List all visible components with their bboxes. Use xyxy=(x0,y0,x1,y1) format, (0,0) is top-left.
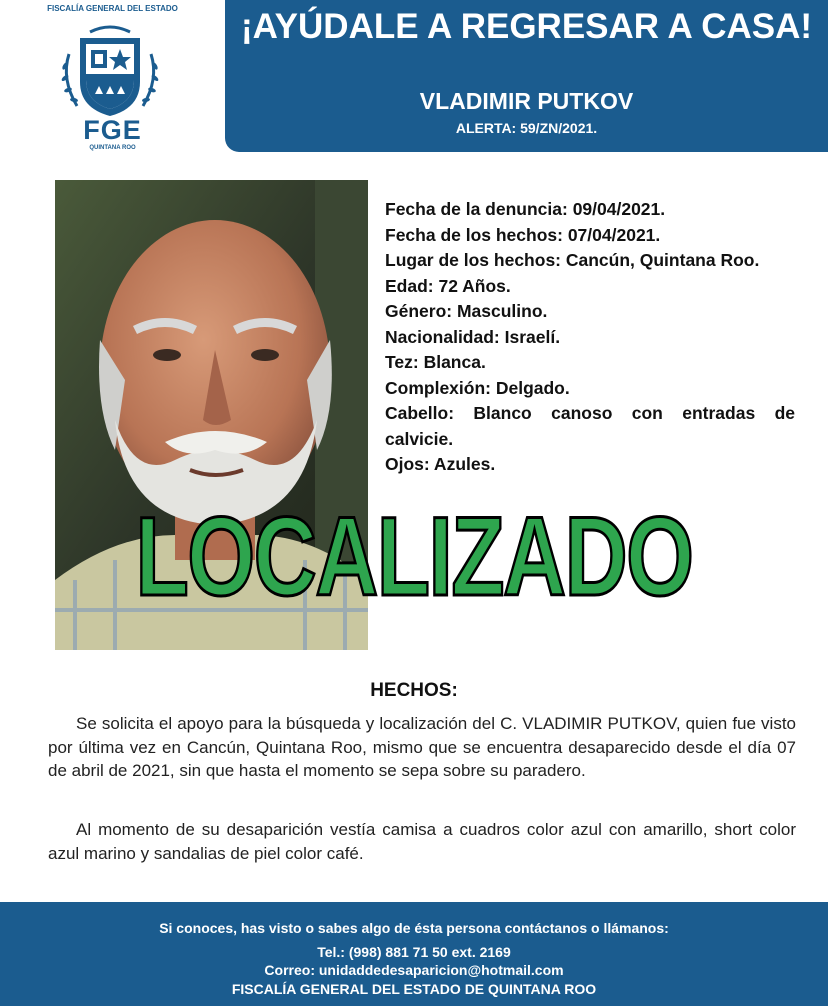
state-shield-icon xyxy=(55,24,165,124)
hechos-paragraph-2: Al momento de su desaparición vestía camisa a cuadros color azul con amarillo, short color azul marino y sandalias de piel color café. xyxy=(48,820,796,863)
fge-logo xyxy=(0,0,225,155)
detail-gender: Género: Masculino. xyxy=(385,301,548,321)
detail-nationality: Nacionalidad: Israelí. xyxy=(385,326,561,347)
hechos-heading: HECHOS: xyxy=(370,680,458,701)
detail-hair: Cabello: Blanco canoso con entradas de calvicie. xyxy=(385,403,795,449)
footer-contact-prompt: Si conoces, has visto o sabes algo de ésta persona contáctanos o llámanos: xyxy=(159,920,669,936)
contact-footer xyxy=(0,902,828,1006)
logo-initials: FGE xyxy=(83,115,142,145)
detail-skin: Tez: Blanca. xyxy=(385,352,486,372)
footer-agency: FISCALÍA GENERAL DEL ESTADO DE QUINTANA ROO xyxy=(231,981,597,997)
detail-report-date: Fecha de la denuncia: 09/04/2021. xyxy=(385,199,666,219)
logo-top-text: FISCALÍA GENERAL DEL ESTADO xyxy=(47,4,178,13)
localizado-stamp: LOCALIZADO xyxy=(135,494,693,619)
footer-email: Correo: unidaddedesaparicion@hotmail.com xyxy=(264,962,564,978)
page-title: ¡AYÚDALE A REGRESAR A CASA! xyxy=(240,7,813,46)
hechos-paragraph-1: Se solicita el apoyo para la búsqueda y localización del C. VLADIMIR PUTKOV, quien fue visto por última vez en Cancún, Quintana Roo, mismo que se encuentra desaparecido desde el día 07 de abril de 2021, sin que hasta el momento se sepa sobre su paradero. xyxy=(48,714,796,780)
detail-location: Lugar de los hechos: Cancún, Quintana Roo. xyxy=(385,250,760,270)
person-details xyxy=(385,197,795,478)
detail-eyes: Ojos: Azules. xyxy=(385,454,496,474)
person-name: VLADIMIR PUTKOV xyxy=(419,88,634,114)
detail-build: Complexión: Delgado. xyxy=(385,377,570,398)
detail-event-date: Fecha de los hechos: 07/04/2021. xyxy=(385,224,661,245)
detail-age: Edad: 72 Años. xyxy=(385,275,511,296)
logo-bottom-text: QUINTANA ROO xyxy=(89,145,136,151)
header-banner xyxy=(225,0,828,152)
alert-number: ALERTA: 59/ZN/2021. xyxy=(455,120,598,136)
footer-phone: Tel.: (998) 881 71 50 ext. 2169 xyxy=(317,944,511,960)
